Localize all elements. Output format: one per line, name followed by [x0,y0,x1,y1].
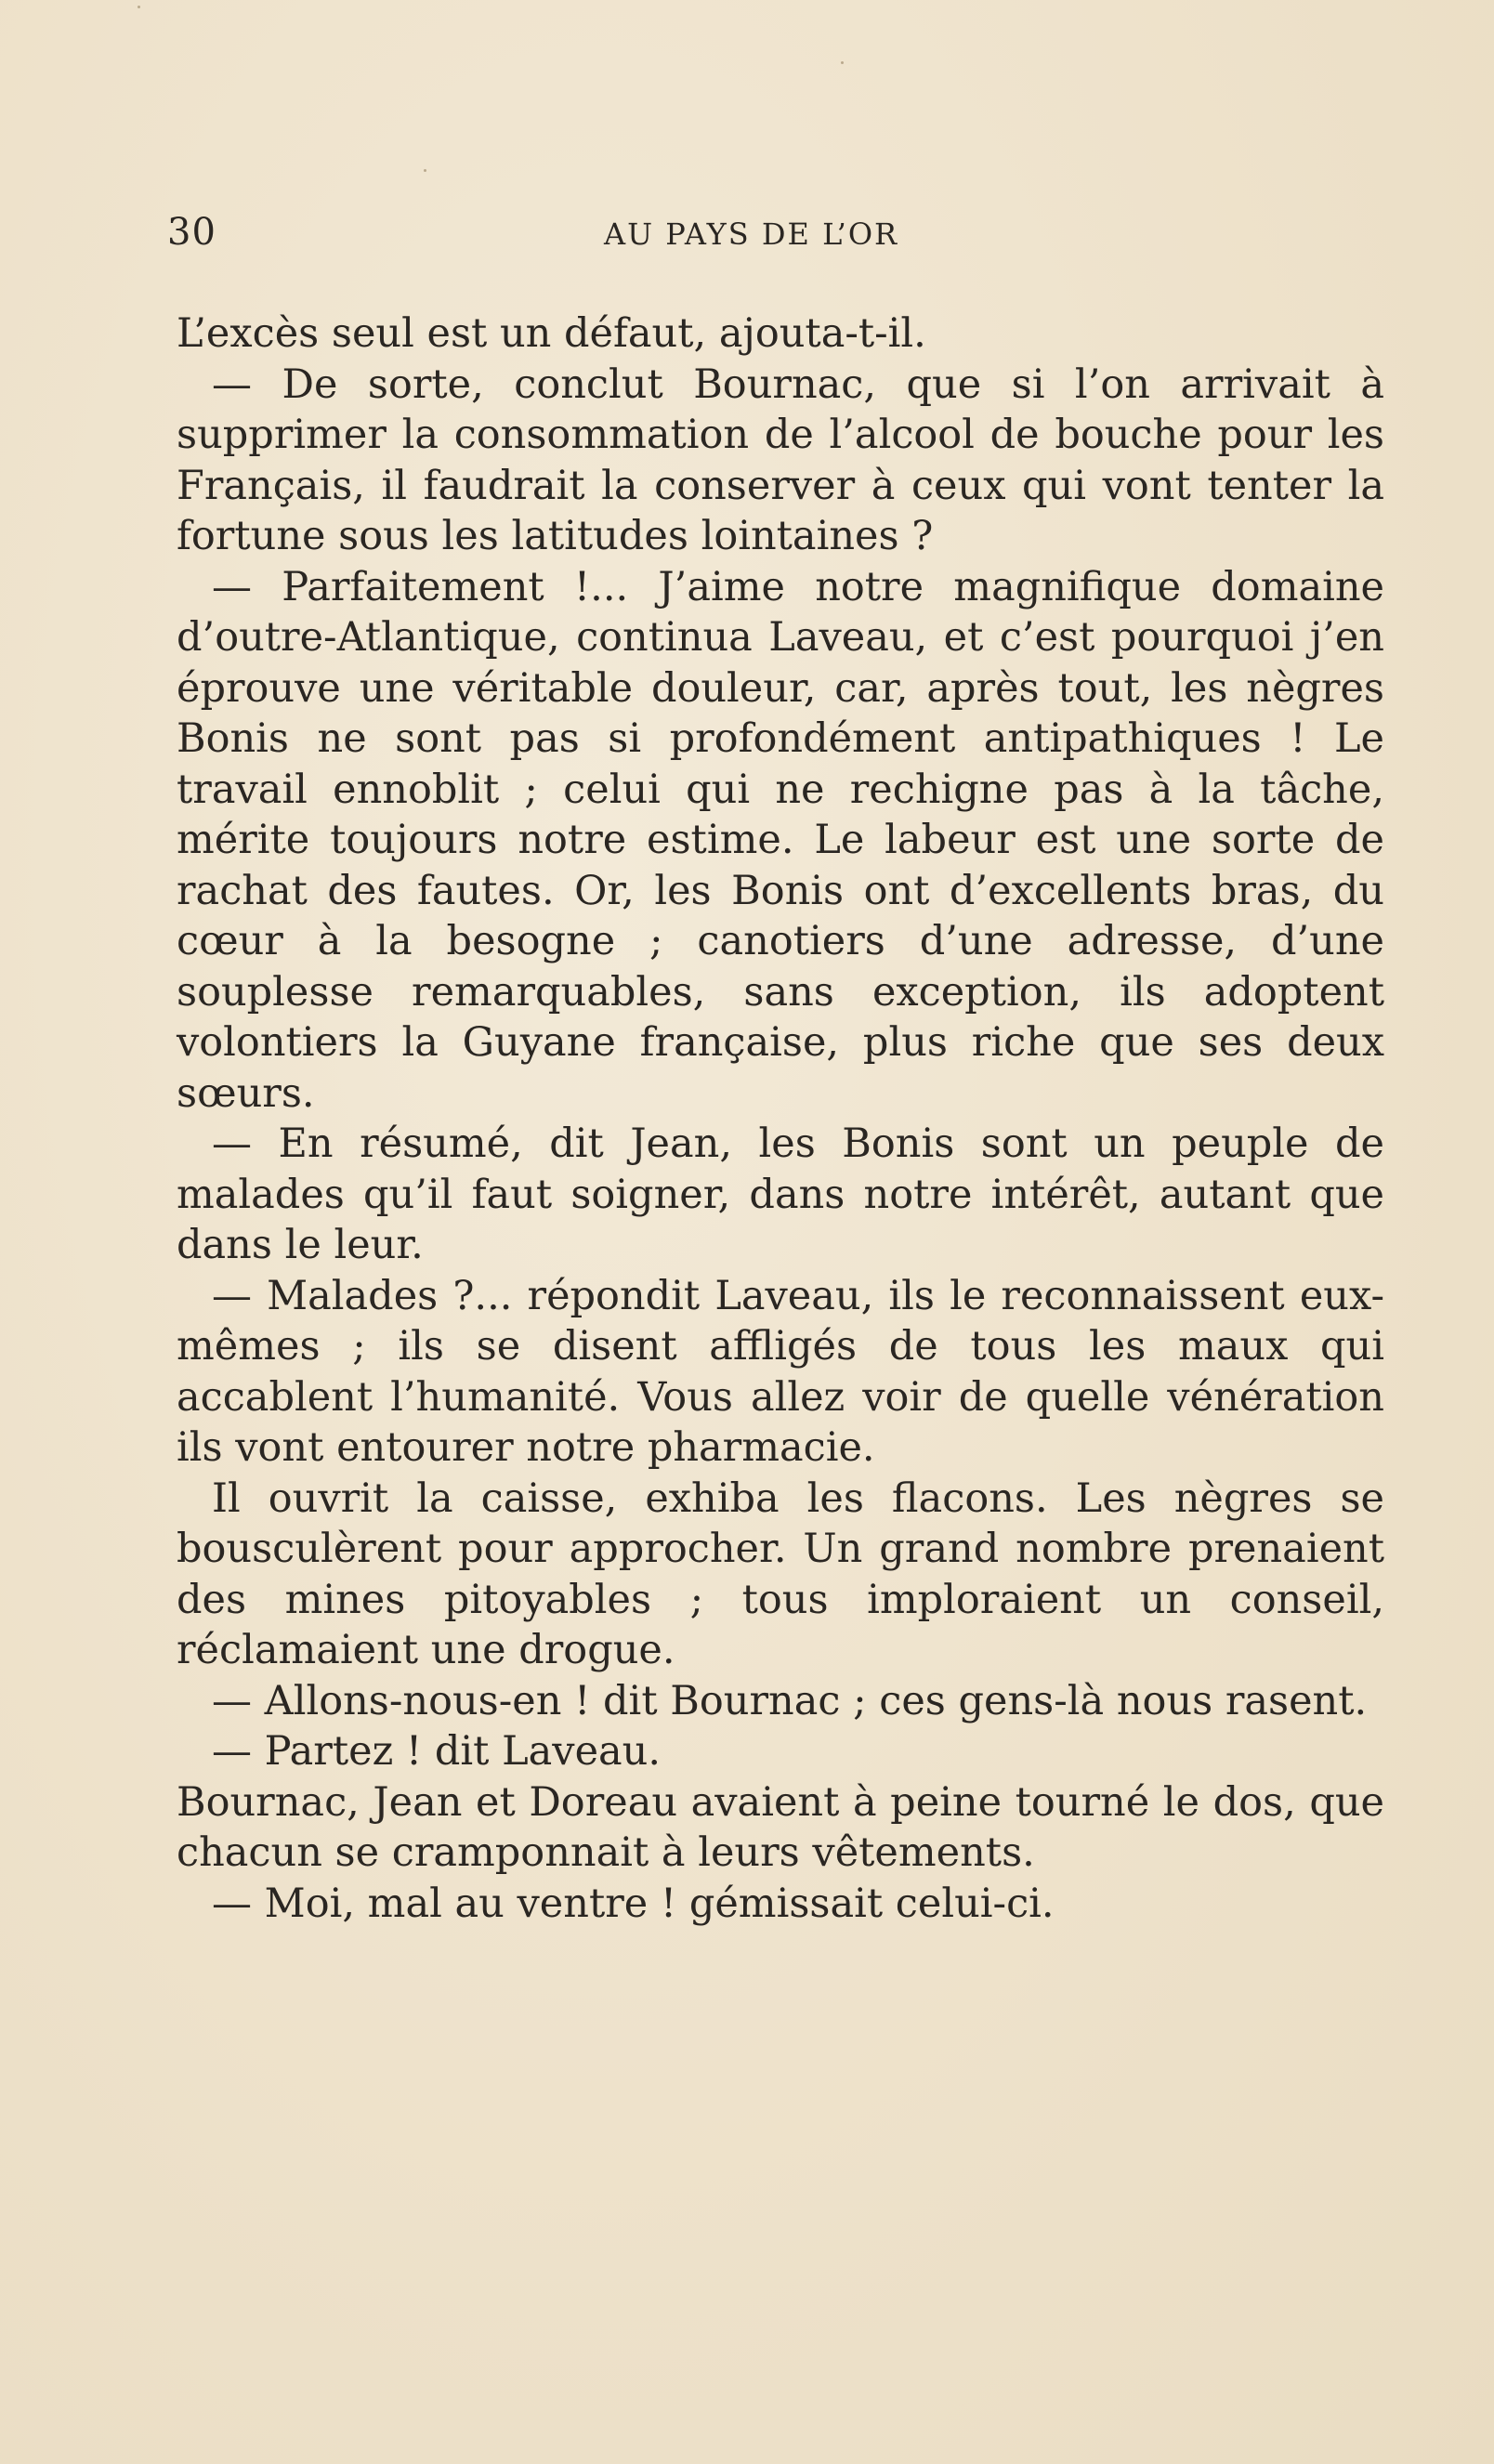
paper-speck [841,61,844,64]
paragraph-3: — Parfaitement !... J’aime notre magnifique domaine d’outre-Atlantique, continua Laveau, et c’est pourquoi j’en éprouve une véritable douleur, car, après tout, les nègres Bonis ne sont pas si profondément antipathiques ! Le travail ennoblit ; celui qui ne rechigne pas à la tâche, mérite toujours notre estime. Le labeur est une sorte de rachat des fautes. Or, les Bonis ont d’excellents bras, du cœur à la besogne ; canotiers d’une adresse, d’une souplesse remarquables, sans exception, ils adoptent volontiers la Guyane française, plus riche que ses deux sœurs. [177,563,1384,1117]
paragraph-10: — Moi, mal au ventre ! gémissait celui-ci. [212,1880,1055,1927]
paragraph-7: — Allons-nous-en ! dit Bournac ; ces gens-là nous rasent. [212,1677,1368,1724]
paragraph-5: — Malades ?... répondit Laveau, ils le reconnaissent eux-mêmes ; ils se disent affligés de tous les maux qui accablent l’humanité. Vous allez voir de quelle vénération ils vont entourer notre pharmacie. [177,1272,1384,1471]
paragraph-4: — En résumé, dit Jean, les Bonis sont un peuple de malades qu’il faut soigner, dans notre intérêt, autant que dans le leur. [177,1121,1384,1268]
body-text [177,308,1384,1929]
paragraph-6: Il ouvrit la caisse, exhiba les flacons. Les nègres se bousculèrent pour approcher. Un grand nombre prenaient des mines pitoyables ; tous imploraient un conseil, réclamaient une drogue. [177,1474,1384,1673]
page-header [167,206,1384,262]
paper-speck [424,169,426,172]
paragraph-9: Bournac, Jean et Doreau avaient à peine tourné le dos, que chacun se cramponnait à leurs vêtements. [177,1778,1384,1876]
paragraph-2: — De sorte, conclut Bournac, que si l’on arrivait à supprimer la consommation de l’alcool de bouche pour les Français, il faudrait la conserver à ceux qui vont tenter la fortune sous les latitudes lointaines ? [177,360,1384,559]
paragraph-8: — Partez ! dit Laveau. [212,1728,662,1775]
paper-speck [138,6,140,8]
page-number: 30 [167,211,216,254]
paragraph-1: L’excès seul est un défaut, ajouta-t-il. [177,310,926,357]
running-title: AU PAYS DE L’OR [604,216,899,252]
